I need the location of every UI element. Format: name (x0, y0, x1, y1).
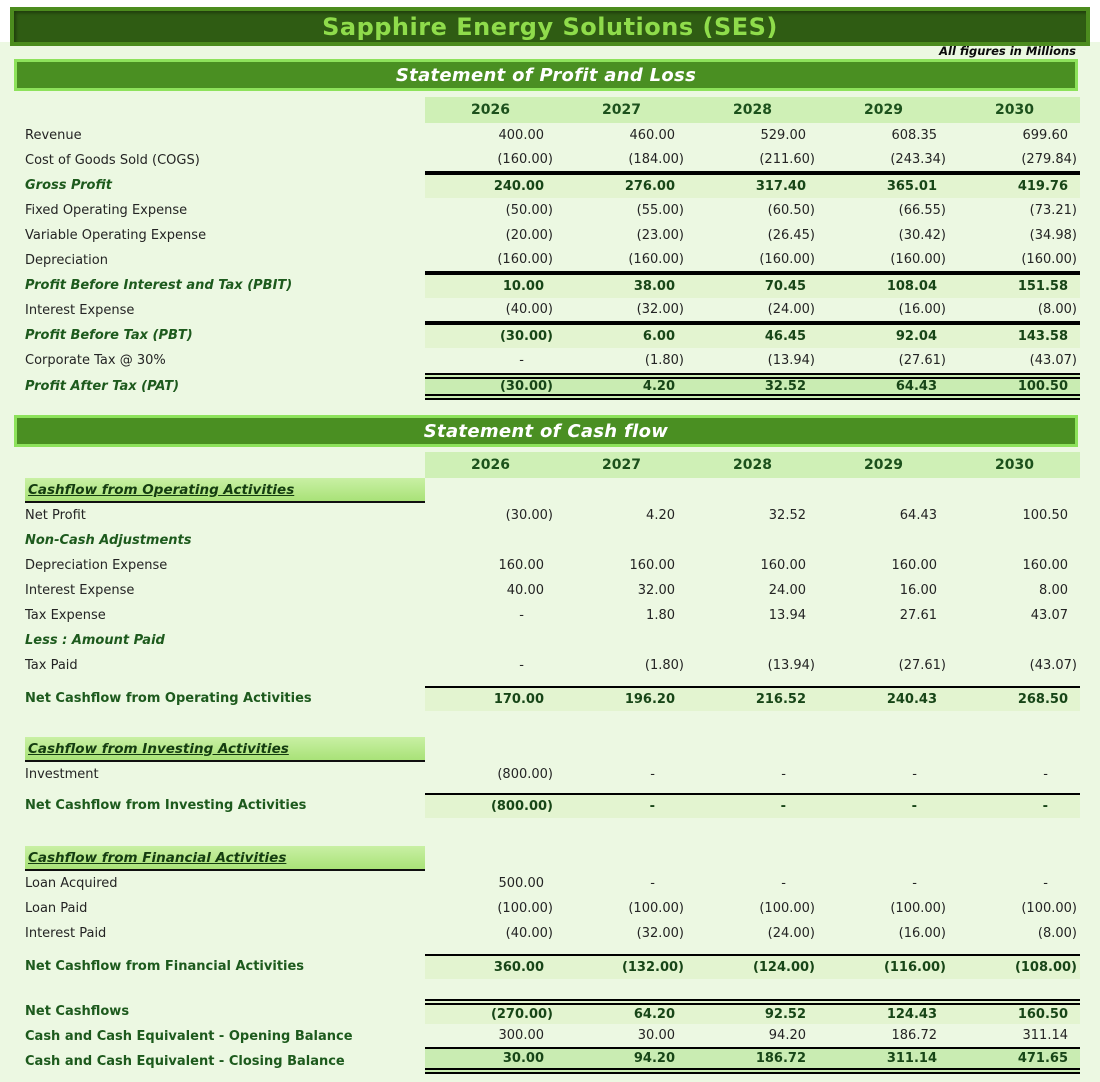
value-cell-2028: 186.72 (687, 1049, 818, 1074)
row-label: Interest Paid (25, 926, 107, 941)
value-cell-2027: 4.20 (556, 373, 687, 400)
value-cell-2030: 471.65 (949, 1049, 1080, 1074)
value-cell-2026: (30.00) (505, 508, 553, 523)
row-label: Gross Profit (25, 178, 112, 193)
value-cell-2029: (30.42) (898, 228, 946, 243)
value-cell-2030: (279.84) (949, 148, 1080, 173)
value-cell-2028: (124.00) (687, 954, 818, 979)
year-header-2030: 2030 (949, 97, 1080, 123)
row-label: Cashflow from Operating Activities (25, 478, 425, 503)
value-cell-2029: (16.00) (898, 926, 946, 941)
value-cell-2026: 400.00 (498, 128, 544, 143)
value-cell-2027: (132.00) (556, 954, 687, 979)
row-label: Net Cashflows (25, 1004, 130, 1019)
profit-loss-table (25, 97, 1080, 398)
value-cell-2026: 40.00 (506, 583, 544, 598)
value-cell-2030: 151.58 (949, 273, 1080, 298)
year-header-2028: 2028 (687, 97, 818, 123)
empty-cell-2028 (687, 528, 818, 553)
table-row (25, 578, 1080, 603)
empty-cell-2029 (818, 628, 949, 653)
table-row (25, 148, 1080, 173)
value-cell-2030: (160.00) (949, 248, 1080, 273)
table-row (25, 553, 1080, 578)
empty-cell-2029 (818, 478, 949, 503)
row-label: Variable Operating Expense (25, 228, 207, 243)
value-cell-2026: (160.00) (425, 148, 556, 173)
cash-flow-table (25, 452, 1080, 1074)
value-cell-2026: 170.00 (425, 686, 556, 711)
row-label: Tax Paid (25, 658, 78, 673)
value-cell-2026: (20.00) (505, 228, 553, 243)
table-row (25, 628, 1080, 653)
table-row (25, 248, 1080, 273)
value-cell-2028: 317.40 (687, 173, 818, 198)
value-cell-2028: (60.50) (767, 203, 815, 218)
table-row (25, 896, 1080, 921)
value-cell-2029: 608.35 (891, 128, 937, 143)
value-cell-2027: 94.20 (556, 1049, 687, 1074)
value-cell-2030: (8.00) (1037, 926, 1077, 941)
value-cell-2029: (27.61) (898, 353, 946, 368)
table-row (25, 999, 1080, 1024)
table-row (25, 846, 1080, 871)
value-cell-2026: (50.00) (505, 203, 553, 218)
table-row (25, 871, 1080, 896)
table-row (25, 954, 1080, 979)
value-cell-2026: (100.00) (497, 901, 553, 916)
value-cell-2030: 160.50 (949, 999, 1080, 1024)
value-cell-2028: (26.45) (767, 228, 815, 243)
table-row (25, 503, 1080, 528)
row-label: Net Cashflow from Operating Activities (25, 691, 312, 706)
value-cell-2029: 92.04 (818, 323, 949, 348)
row-label: Investment (25, 767, 99, 782)
value-cell-2027: 276.00 (556, 173, 687, 198)
table-row (25, 921, 1080, 946)
row-label: Non-Cash Adjustments (25, 533, 192, 548)
value-cell-2027: (100.00) (628, 901, 684, 916)
empty-cell-2028 (687, 478, 818, 503)
value-cell-2029: 240.43 (818, 686, 949, 711)
empty-cell-2027 (556, 478, 687, 503)
table-row (25, 528, 1080, 553)
value-cell-2029: (243.34) (818, 148, 949, 173)
value-cell-2029: - (818, 793, 949, 818)
value-cell-2030: 311.14 (949, 1024, 1080, 1049)
empty-cell-2028 (687, 846, 818, 871)
value-cell-2029: - (912, 876, 917, 891)
table-row (25, 298, 1080, 323)
year-header-2027: 2027 (556, 97, 687, 123)
value-cell-2027: - (650, 767, 655, 782)
value-cell-2030: 8.00 (1039, 583, 1068, 598)
value-cell-2027: - (650, 876, 655, 891)
value-cell-2030: (43.07) (1029, 658, 1077, 673)
year-header-2030: 2030 (949, 452, 1080, 478)
table-row (25, 793, 1080, 818)
value-cell-2029: 365.01 (818, 173, 949, 198)
value-cell-2026: 300.00 (425, 1024, 556, 1049)
value-cell-2029: 124.43 (818, 999, 949, 1024)
value-cell-2030: 100.50 (1022, 508, 1068, 523)
table-row (25, 173, 1080, 198)
value-cell-2030: 100.50 (949, 373, 1080, 400)
row-spacer (25, 711, 1080, 737)
table-row (25, 223, 1080, 248)
row-label: Profit Before Tax (PBT) (25, 328, 193, 343)
value-cell-2028: - (781, 767, 786, 782)
row-label: Net Profit (25, 508, 86, 523)
table-row (25, 1049, 1080, 1074)
value-cell-2027: 32.00 (637, 583, 675, 598)
table-row (25, 478, 1080, 503)
value-cell-2028: 32.52 (687, 373, 818, 400)
value-cell-2029: - (912, 767, 917, 782)
value-cell-2027: (55.00) (636, 203, 684, 218)
empty-cell-2028 (687, 628, 818, 653)
value-cell-2030: - (949, 793, 1080, 818)
value-cell-2027: (184.00) (556, 148, 687, 173)
value-cell-2030: 268.50 (949, 686, 1080, 711)
empty-cell-2027 (556, 628, 687, 653)
company-title: Sapphire Energy Solutions (SES) (322, 12, 778, 41)
table-row (25, 123, 1080, 148)
row-label: Cost of Goods Sold (COGS) (25, 153, 200, 168)
empty-cell-2030 (949, 528, 1080, 553)
value-cell-2026: 360.00 (425, 954, 556, 979)
year-header-2029: 2029 (818, 97, 949, 123)
profit-loss-title: Statement of Profit and Loss (395, 64, 697, 86)
value-cell-2029: 27.61 (899, 608, 937, 623)
value-cell-2029: 16.00 (899, 583, 937, 598)
figures-note: All figures in Millions (939, 44, 1076, 58)
value-cell-2026: (800.00) (497, 767, 553, 782)
value-cell-2029: 160.00 (891, 558, 937, 573)
row-label: Profit After Tax (PAT) (25, 379, 180, 394)
value-cell-2028: (24.00) (687, 298, 818, 323)
value-cell-2028: (13.94) (767, 658, 815, 673)
value-cell-2027: (160.00) (556, 248, 687, 273)
row-label: Profit Before Interest and Tax (PBIT) (25, 278, 293, 293)
profit-loss-section-bar (14, 59, 1078, 91)
empty-cell-2026 (425, 478, 556, 503)
value-cell-2030: 699.60 (1022, 128, 1068, 143)
value-cell-2028: 24.00 (768, 583, 806, 598)
row-label: Depreciation (25, 253, 108, 268)
year-header-2028: 2028 (687, 452, 818, 478)
value-cell-2028: (100.00) (759, 901, 815, 916)
value-cell-2028: 94.20 (687, 1024, 818, 1049)
value-cell-2026: (160.00) (425, 248, 556, 273)
table-row (25, 686, 1080, 711)
value-cell-2028: (160.00) (687, 248, 818, 273)
empty-cell-2026 (425, 628, 556, 653)
table-row (25, 603, 1080, 628)
value-cell-2029: (27.61) (898, 658, 946, 673)
row-label: Cashflow from Financial Activities (25, 846, 425, 871)
value-cell-2026: - (519, 608, 524, 623)
value-cell-2028: 160.00 (760, 558, 806, 573)
value-cell-2028: 46.45 (687, 323, 818, 348)
empty-cell-2027 (556, 846, 687, 871)
row-label: Interest Expense (25, 303, 135, 318)
value-cell-2029: (116.00) (818, 954, 949, 979)
value-cell-2027: 6.00 (556, 323, 687, 348)
company-title-bar (10, 7, 1090, 46)
value-cell-2026: (40.00) (505, 926, 553, 941)
value-cell-2026: (270.00) (425, 999, 556, 1024)
value-cell-2030: (100.00) (1021, 901, 1077, 916)
row-label: Loan Paid (25, 901, 88, 916)
value-cell-2027: 30.00 (556, 1024, 687, 1049)
value-cell-2028: (24.00) (767, 926, 815, 941)
value-cell-2029: (16.00) (818, 298, 949, 323)
row-label: Cashflow from Investing Activities (25, 737, 425, 762)
value-cell-2027: - (556, 793, 687, 818)
year-header-2026: 2026 (425, 97, 556, 123)
table-row (25, 1024, 1080, 1049)
row-label: Cash and Cash Equivalent - Closing Balance (25, 1054, 345, 1069)
value-cell-2029: (100.00) (890, 901, 946, 916)
table-row (25, 348, 1080, 373)
value-cell-2027: 64.20 (556, 999, 687, 1024)
value-cell-2027: (23.00) (636, 228, 684, 243)
value-cell-2026: 240.00 (425, 173, 556, 198)
years-header-spacer (25, 97, 425, 123)
value-cell-2027: 160.00 (629, 558, 675, 573)
value-cell-2028: (13.94) (767, 353, 815, 368)
empty-cell-2030 (949, 737, 1080, 762)
table-row (25, 373, 1080, 398)
row-spacer (25, 979, 1080, 999)
value-cell-2030: (43.07) (1029, 353, 1077, 368)
value-cell-2030: 419.76 (949, 173, 1080, 198)
value-cell-2027: 4.20 (646, 508, 675, 523)
year-header-2027: 2027 (556, 452, 687, 478)
value-cell-2028: 529.00 (760, 128, 806, 143)
value-cell-2029: (160.00) (818, 248, 949, 273)
value-cell-2030: 43.07 (1030, 608, 1068, 623)
row-label: Depreciation Expense (25, 558, 168, 573)
row-label: Tax Expense (25, 608, 106, 623)
empty-cell-2030 (949, 628, 1080, 653)
value-cell-2030: (73.21) (1029, 203, 1077, 218)
empty-cell-2030 (949, 846, 1080, 871)
empty-cell-2029 (818, 528, 949, 553)
table-row (25, 198, 1080, 223)
row-label: Cash and Cash Equivalent - Opening Balance (25, 1029, 353, 1044)
value-cell-2029: 108.04 (818, 273, 949, 298)
year-header-2026: 2026 (425, 452, 556, 478)
value-cell-2027: (32.00) (556, 298, 687, 323)
value-cell-2027: 460.00 (629, 128, 675, 143)
row-label: Net Cashflow from Financial Activities (25, 959, 305, 974)
row-label: Corporate Tax @ 30% (25, 353, 166, 368)
value-cell-2026: 10.00 (425, 273, 556, 298)
value-cell-2028: 92.52 (687, 999, 818, 1024)
value-cell-2030: (108.00) (949, 954, 1080, 979)
value-cell-2028: 216.52 (687, 686, 818, 711)
cash-flow-section-bar (14, 415, 1078, 447)
value-cell-2028: (211.60) (687, 148, 818, 173)
row-label: Revenue (25, 128, 82, 143)
value-cell-2030: (8.00) (949, 298, 1080, 323)
year-header-2029: 2029 (818, 452, 949, 478)
years-header-row (25, 97, 1080, 123)
value-cell-2028: 13.94 (768, 608, 806, 623)
empty-cell-2029 (818, 737, 949, 762)
row-label: Interest Expense (25, 583, 135, 598)
value-cell-2030: - (1043, 767, 1048, 782)
years-header-row (25, 452, 1080, 478)
empty-cell-2026 (425, 528, 556, 553)
value-cell-2026: (40.00) (425, 298, 556, 323)
value-cell-2026: - (519, 353, 524, 368)
empty-cell-2026 (425, 737, 556, 762)
table-row (25, 273, 1080, 298)
value-cell-2027: 1.80 (646, 608, 675, 623)
value-cell-2028: 32.52 (768, 508, 806, 523)
value-cell-2026: (30.00) (425, 323, 556, 348)
table-row (25, 762, 1080, 787)
value-cell-2027: 38.00 (556, 273, 687, 298)
value-cell-2027: (1.80) (644, 353, 684, 368)
value-cell-2027: (1.80) (644, 658, 684, 673)
value-cell-2028: - (687, 793, 818, 818)
table-row (25, 323, 1080, 348)
value-cell-2026: (800.00) (425, 793, 556, 818)
value-cell-2026: 160.00 (498, 558, 544, 573)
row-label: Fixed Operating Expense (25, 203, 188, 218)
empty-cell-2030 (949, 478, 1080, 503)
empty-cell-2028 (687, 737, 818, 762)
row-spacer (25, 678, 1080, 686)
row-label: Loan Acquired (25, 876, 118, 891)
value-cell-2029: 64.43 (818, 373, 949, 400)
empty-cell-2026 (425, 846, 556, 871)
table-row (25, 653, 1080, 678)
table-row (25, 737, 1080, 762)
value-cell-2030: (34.98) (1029, 228, 1077, 243)
value-cell-2029: 311.14 (818, 1049, 949, 1074)
empty-cell-2027 (556, 528, 687, 553)
value-cell-2027: (32.00) (636, 926, 684, 941)
row-label: Net Cashflow from Investing Activities (25, 798, 307, 813)
row-label: Less : Amount Paid (25, 633, 165, 648)
value-cell-2026: 500.00 (498, 876, 544, 891)
value-cell-2027: 196.20 (556, 686, 687, 711)
value-cell-2026: (30.00) (425, 373, 556, 400)
value-cell-2028: - (781, 876, 786, 891)
row-spacer (25, 946, 1080, 954)
value-cell-2030: 160.00 (1022, 558, 1068, 573)
empty-cell-2027 (556, 737, 687, 762)
value-cell-2029: 186.72 (818, 1024, 949, 1049)
years-header-spacer (25, 452, 425, 478)
value-cell-2026: 30.00 (425, 1049, 556, 1074)
value-cell-2029: (66.55) (898, 203, 946, 218)
value-cell-2028: 70.45 (687, 273, 818, 298)
value-cell-2026: - (519, 658, 524, 673)
row-spacer (25, 818, 1080, 846)
value-cell-2029: 64.43 (899, 508, 937, 523)
value-cell-2030: 143.58 (949, 323, 1080, 348)
empty-cell-2029 (818, 846, 949, 871)
cash-flow-title: Statement of Cash flow (423, 420, 669, 442)
value-cell-2030: - (1043, 876, 1048, 891)
